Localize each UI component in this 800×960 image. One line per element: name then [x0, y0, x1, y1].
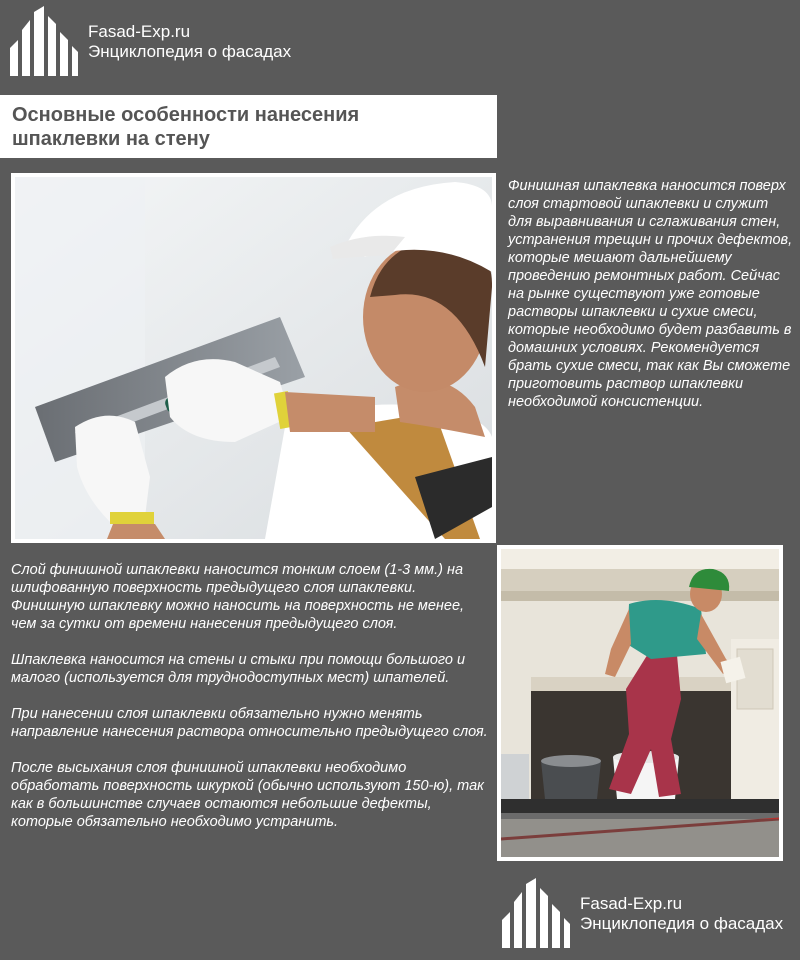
facade-worker-photo — [497, 545, 783, 861]
plastering-worker-image — [15, 177, 492, 539]
footer-logo[interactable] — [500, 878, 783, 950]
plastering-worker-photo — [11, 173, 496, 543]
footer-logo-tagline: Энциклопедия о фасадах — [580, 914, 784, 933]
paragraph-direction: При нанесении слоя шпаклевки обязательно нужно менять направление нанесения раствора относительно предыдущего слоя. — [11, 706, 488, 740]
details-text-column — [11, 561, 491, 849]
page-title-box — [0, 95, 497, 158]
paragraph-sanding: После высыхания слоя финишной шпаклевки необходимо обработать поверхность шкуркой (обычно используют 150-ю), так как в большинстве случаев остаются небольшие дефекты, которые обязательно необходимо устранить. — [11, 760, 484, 830]
footer-logo-site-name: Fasad-Exp.ru — [580, 894, 683, 914]
intro-text-column — [508, 177, 794, 411]
logo-site-name: Fasad-Exp.ru — [88, 22, 191, 42]
building-logo-icon — [500, 878, 572, 950]
paragraph-spatulas: Шпаклевка наносится на стены и стыки при помощи большого и малого (используется для труднодоступных мест) шпателей. — [11, 652, 466, 686]
page-title — [12, 103, 485, 151]
page-title-line2: шпаклевки на стену — [12, 128, 210, 150]
paragraph-layer-thickness: Слой финишной шпаклевки наносится тонким слоем (1-3 мм.) на шлифованную поверхность предыдущего слоя шпаклевки. Финишную шпаклевку можно наносить на поверхность не менее, чем за сутки от времени нанесения предыдущего слоя. — [11, 562, 465, 632]
building-logo-icon — [8, 6, 80, 78]
facade-worker-image — [501, 549, 779, 857]
page-title-line1: Основные особенности нанесения — [12, 104, 360, 126]
logo-tagline: Энциклопедия о фасадах — [88, 42, 292, 61]
intro-paragraph: Финишная шпаклевка наносится поверх слоя стартовой шпаклевки и служит для выравнивания и сглаживания стен, устранения трещин и прочих дефектов, которые мешают дальнейшему проведению ремонтных работ. Сейчас на рынке существуют уже готовые растворы шпаклевки и сухие смеси, которые необходимо будет разбавить в домашних условиях. Рекомендуется брать сухие смеси, так как Вы сможете приготовить раствор шпаклевки необходимой консистенции. — [508, 178, 793, 410]
header-logo[interactable] — [8, 6, 291, 78]
